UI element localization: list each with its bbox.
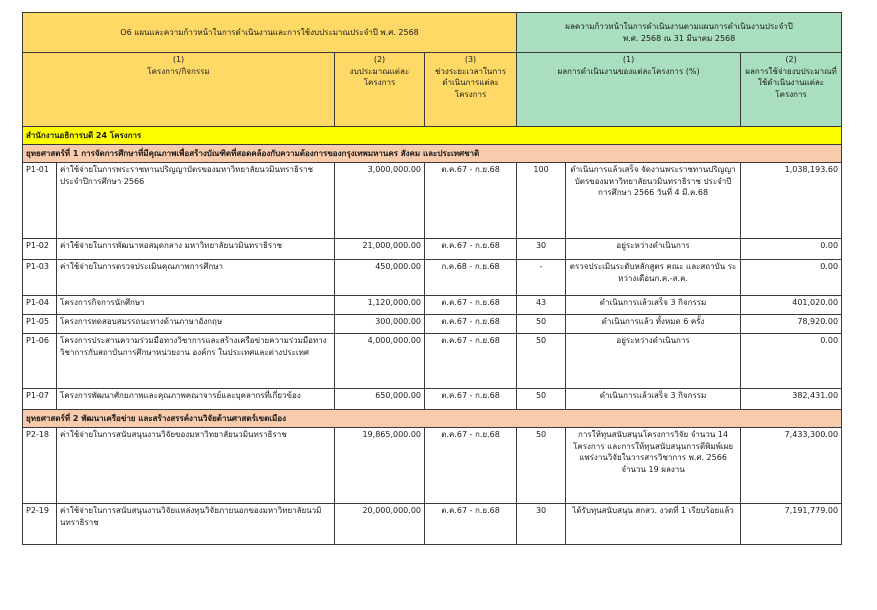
row-percent: 50: [517, 315, 566, 334]
row-name: ค่าใช้จ่ายในการพัฒนาหอสมุดกลาง มหาวิทยาลัยนวมินทราธิราช: [57, 239, 335, 260]
row-status: ดำเนินการแล้วเสร็จ 3 กิจกรรม: [566, 296, 741, 315]
row-period: ต.ค.67 - ก.ย.68: [425, 389, 517, 410]
col-spent-label: ผลการใช้จ่ายงบประมาณที่ใช้ดำเนินงานแต่ละโครงการ: [745, 66, 837, 99]
row-code: P1-06: [23, 334, 57, 389]
row-name: โครงการทดสอบสมรรถนะทางด้านภาษาอังกฤษ: [57, 315, 335, 334]
row-period: ต.ค.67 - ก.ย.68: [425, 239, 517, 260]
row-code: P1-03: [23, 260, 57, 296]
col-result-header: [517, 53, 741, 127]
row-name: โครงการกิจการนักศึกษา: [57, 296, 335, 315]
row-period: ต.ค.67 - ก.ย.68: [425, 334, 517, 389]
row-status: ดำเนินการแล้ว ทั้งหมด 6 ครั้ง: [566, 315, 741, 334]
row-name: ค่าใช้จ่ายในการพระราชทานปริญญาบัตรของมหาวิทยาลัยนวมินทราธิราช ประจำปีการศึกษา 2566: [57, 163, 335, 239]
strategy-row-2: ยุทธศาสตร์ที่ 2 พัฒนาเครือข่าย และสร้างสรรค์งานวิจัยด้านศาสตร์เขตเมือง: [23, 410, 842, 428]
row-percent: 43: [517, 296, 566, 315]
row-spent: 78,920.00: [741, 315, 842, 334]
row-code: P2-18: [23, 428, 57, 504]
col-period-num: (3): [464, 55, 477, 64]
row-spent: 1,038,193.60: [741, 163, 842, 239]
row-name: ค่าใช้จ่ายในการตรวจประเมินคุณภาพการศึกษา: [57, 260, 335, 296]
row-period: ต.ค.67 - ก.ย.68: [425, 296, 517, 315]
table-row: [23, 389, 842, 410]
col-result-num: (1): [622, 55, 635, 64]
col-result-label: ผลการดำเนินงานของแต่ละโครงการ (%): [557, 66, 700, 76]
row-percent: -: [517, 260, 566, 296]
col-project-header: [23, 53, 335, 127]
row-code: P1-02: [23, 239, 57, 260]
col-budget-header: [335, 53, 425, 127]
col-spent-header: [741, 53, 842, 127]
row-period: ต.ค.67 - ก.ย.68: [425, 504, 517, 545]
row-percent: 30: [517, 239, 566, 260]
col-project-num: (1): [172, 55, 185, 64]
col-budget-num: (2): [373, 55, 386, 64]
row-code: P1-05: [23, 315, 57, 334]
table-row: [23, 504, 842, 545]
right-title-line1: ผลความก้าวหน้าในการดำเนินงานตามแผนการดำเนินงานประจำปี: [565, 21, 793, 31]
row-spent: 382,431.00: [741, 389, 842, 410]
row-budget: 650,000.00: [335, 389, 425, 410]
table-row: [23, 260, 842, 296]
row-spent: 0.00: [741, 334, 842, 389]
row-period: ก.ค.68 - ก.ย.68: [425, 260, 517, 296]
row-status: ดำเนินการแล้วเสร็จ 3 กิจกรรม: [566, 389, 741, 410]
row-budget: 4,000,000.00: [335, 334, 425, 389]
row-spent: 7,433,300.00: [741, 428, 842, 504]
row-percent: 50: [517, 334, 566, 389]
row-spent: 7,191,779.00: [741, 504, 842, 545]
row-code: P1-07: [23, 389, 57, 410]
row-period: ต.ค.67 - ก.ย.68: [425, 315, 517, 334]
col-period-label: ช่วงระยะเวลาในการดำเนินการแต่ละโครงการ: [435, 66, 507, 99]
row-status: อยู่ระหว่างดำเนินการ: [566, 239, 741, 260]
row-status: ตรวจประเมินระดับหลักสูตร คณะ และสถาบัน ระหว่างเดือนก.ค.-ส.ค.: [566, 260, 741, 296]
row-percent: 30: [517, 504, 566, 545]
agency-row: สำนักงานอธิการบดี 24 โครงการ: [23, 127, 842, 145]
row-status: การให้ทุนสนับสนุนโครงการวิจัย จำนวน 14 โครงการ และการให้ทุนสนับสนุนการตีพิมพ์เผยแพร่งานวิจัยในวารสารวิชาการ พ.ศ. 2566 จำนวน 19 ผลงาน: [566, 428, 741, 504]
strategy-row-1: ยุทธศาสตร์ที่ 1 การจัดการศึกษาที่มีคุณภาพเพื่อสร้างบัณฑิตที่สอดคล้องกับความต้องการของกรุงเทพมหานคร สังคม และประเทศชาติ: [23, 145, 842, 163]
row-code: P1-01: [23, 163, 57, 239]
row-status: ได้รับทุนสนับสนุน สกสว. งวดที่ 1 เรียบร้อยแล้ว: [566, 504, 741, 545]
row-spent: 0.00: [741, 239, 842, 260]
table-row: [23, 239, 842, 260]
row-percent: 50: [517, 389, 566, 410]
table-row: [23, 296, 842, 315]
row-budget: 20,000,000.00: [335, 504, 425, 545]
row-name: โครงการพัฒนาศักยภาพและคุณภาพคณาจารย์และบุคลากรที่เกี่ยวข้อง: [57, 389, 335, 410]
row-code: P1-04: [23, 296, 57, 315]
row-name: โครงการประสานความร่วมมือทางวิชาการและสร้างเครือข่ายความร่วมมือทางวิชาการกับสถาบันการศึกษาหน่วยงาน องค์กร ในประเทศและต่างประเทศ: [57, 334, 335, 389]
table-row: [23, 428, 842, 504]
row-period: ต.ค.67 - ก.ย.68: [425, 428, 517, 504]
progress-table: [22, 12, 842, 545]
row-code: P2-19: [23, 504, 57, 545]
col-spent-num: (2): [785, 55, 797, 64]
row-budget: 3,000,000.00: [335, 163, 425, 239]
left-title: O6 แผนและความก้าวหน้าในการดำเนินงานและการใช้งบประมาณประจำปี พ.ศ. 2568: [23, 13, 517, 53]
row-status: ดำเนินการแล้วเสร็จ จัดงานพระราชทานปริญญาบัตรของมหาวิทยาลัยนวมินทราธิราช ประจำปีการศึกษา 2566 วันที่ 4 มี.ค.68: [566, 163, 741, 239]
table-row: [23, 334, 842, 389]
table-row: [23, 315, 842, 334]
row-status: อยู่ระหว่างดำเนินการ: [566, 334, 741, 389]
row-budget: 450,000.00: [335, 260, 425, 296]
row-budget: 300,000.00: [335, 315, 425, 334]
col-period-header: [425, 53, 517, 127]
row-percent: 100: [517, 163, 566, 239]
row-period: ต.ค.67 - ก.ย.68: [425, 163, 517, 239]
row-name: ค่าใช้จ่ายในการสนับสนุนงานวิจัยของมหาวิทยาลัยนวมินทราธิราช: [57, 428, 335, 504]
col-budget-label: งบประมาณแต่ละโครงการ: [349, 66, 410, 88]
row-name: ค่าใช้จ่ายในการสนับสนุนงานวิจัยแหล่งทุนวิจัยภายนอกของมหาวิทยาลัยนวมินทราธิราช: [57, 504, 335, 545]
row-budget: 21,000,000.00: [335, 239, 425, 260]
table-row: [23, 163, 842, 239]
row-percent: 50: [517, 428, 566, 504]
row-spent: 401,020.00: [741, 296, 842, 315]
row-budget: 1,120,000.00: [335, 296, 425, 315]
right-title-line2: พ.ศ. 2568 ณ 31 มีนาคม 2568: [622, 33, 736, 43]
row-spent: 0.00: [741, 260, 842, 296]
col-project-label: โครงการ/กิจกรรม: [147, 66, 210, 76]
right-title: [517, 13, 842, 53]
row-budget: 19,865,000.00: [335, 428, 425, 504]
